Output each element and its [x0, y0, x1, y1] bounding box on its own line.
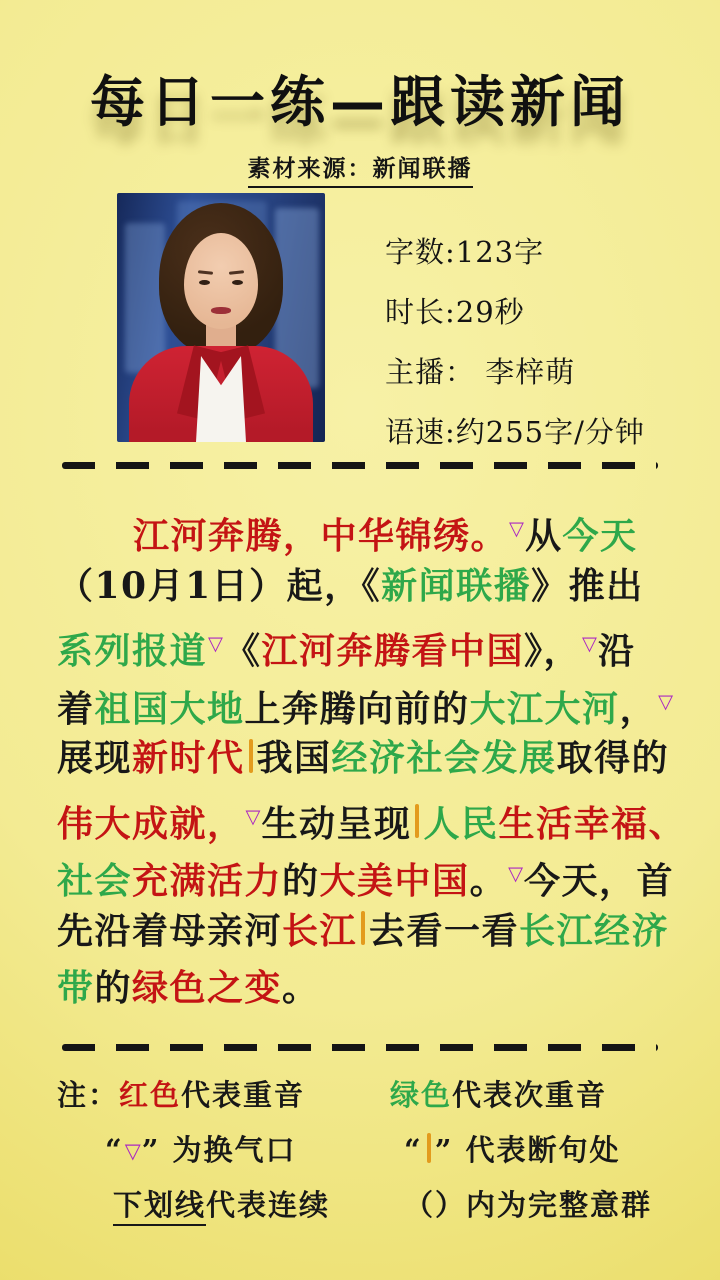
transcript-line	[57, 500, 677, 558]
anchor-brow	[229, 270, 244, 275]
info-item: 主播： 李梓萌	[385, 355, 576, 389]
transcript	[57, 500, 687, 1018]
transcript-segment: 我国	[256, 737, 332, 779]
transcript-segment: 今天，首	[524, 859, 675, 902]
source-label: 素材来源：新闻联播	[0, 150, 720, 183]
anchor-lips	[211, 307, 231, 314]
breath-mark-icon: ▽	[508, 862, 524, 885]
transcript-segment: 带	[57, 967, 95, 1009]
transcript-segment: 下划线	[113, 1188, 206, 1226]
info-item: 字数:123字	[385, 235, 545, 269]
legend-row	[57, 1123, 683, 1178]
transcript-segment: 的	[94, 967, 133, 1009]
transcript-segment: 生活幸福、	[498, 802, 687, 845]
info-item: 语速:约255字/分钟	[385, 415, 645, 449]
dashed-divider-top	[62, 462, 658, 469]
transcript-segment: 祖国大地	[94, 687, 245, 730]
transcript-segment: 。	[469, 859, 508, 902]
transcript-segment: 上奔腾向前的	[244, 687, 470, 730]
breath-mark-icon: ▽	[208, 632, 223, 655]
transcript-segment: 经济社会发展	[331, 737, 557, 779]
transcript-line	[57, 845, 677, 903]
transcript-segment: 新时代	[132, 737, 245, 779]
transcript-segment: 新闻联播	[381, 564, 532, 607]
legend-row	[57, 1178, 683, 1233]
transcript-segment: ，	[619, 687, 658, 730]
transcript-segment: 生动呈现	[261, 802, 412, 845]
transcript-segment: 。	[282, 967, 320, 1009]
page-title: 每日一练—跟读新闻	[89, 70, 630, 134]
transcript-segment: 社会	[57, 859, 133, 902]
transcript-segment: ” 代表断句处	[434, 1133, 621, 1167]
transcript-segment: （10月1日）起，《	[57, 564, 382, 607]
anchor-eye	[199, 280, 210, 285]
transcript-segment: 大江大河	[469, 687, 620, 730]
transcript-segment: 大美中国	[319, 859, 470, 902]
anchor-photo	[117, 193, 325, 442]
pause-bar-icon	[427, 1133, 431, 1163]
transcript-segment: 人民	[423, 802, 499, 845]
transcript-line	[57, 903, 677, 961]
transcript-line	[57, 615, 677, 673]
transcript-segment: 展现	[57, 737, 133, 779]
transcript-segment: 伟大成就，	[57, 802, 245, 845]
transcript-segment: 取得的	[556, 737, 670, 779]
transcript-segment: 绿色之变	[132, 967, 283, 1009]
legend-row	[57, 1068, 683, 1123]
legend-cell	[390, 1178, 683, 1233]
transcript-segment: 《	[223, 629, 262, 672]
clip-info-list	[385, 222, 685, 462]
breath-mark-icon: ▽	[582, 632, 597, 655]
transcript-line	[57, 730, 677, 788]
breath-mark-icon: ▽	[124, 1138, 141, 1164]
transcript-segment: 》，	[524, 629, 582, 672]
pause-bar-icon	[249, 739, 253, 773]
transcript-segment: ” 为换气口	[141, 1133, 297, 1167]
legend-cell	[57, 1068, 390, 1123]
legend-notes	[57, 1068, 683, 1233]
transcript-segment: 长江经济	[519, 909, 670, 952]
transcript-segment: （）内为完整意群	[404, 1188, 653, 1222]
pause-bar-icon	[361, 911, 365, 945]
transcript-segment: 着	[57, 687, 95, 730]
dashed-divider-bottom	[62, 1044, 658, 1051]
transcript-segment: 江河奔腾看中国	[261, 629, 524, 672]
legend-cell	[390, 1068, 683, 1123]
transcript-segment: 绿色	[390, 1078, 453, 1112]
transcript-line	[57, 960, 677, 1018]
breath-mark-icon: ▽	[245, 804, 261, 828]
transcript-segment: 充满活力	[132, 859, 283, 902]
transcript-segment: 先沿着母亲河	[57, 909, 283, 952]
transcript-segment: 注：	[57, 1078, 120, 1112]
transcript-line	[57, 788, 687, 846]
transcript-segment: 系列报道	[57, 629, 208, 672]
transcript-segment: 去看一看	[369, 909, 520, 952]
info-item: 时长:29秒	[385, 295, 525, 329]
pause-bar-icon	[415, 804, 419, 838]
breath-mark-icon: ▽	[509, 517, 524, 540]
transcript-line	[57, 673, 677, 731]
transcript-segment: 今天	[562, 514, 638, 557]
transcript-segment: 代表重音	[181, 1078, 306, 1112]
legend-cell	[390, 1123, 683, 1178]
transcript-segment: 》推出	[531, 564, 644, 607]
transcript-segment: 代表连续	[206, 1188, 331, 1222]
transcript-segment: 的	[282, 859, 320, 902]
transcript-segment: 江河奔腾，中华锦绣。	[133, 514, 509, 557]
anchor-brow	[198, 270, 213, 275]
transcript-segment: “	[105, 1133, 124, 1167]
legend-cell	[57, 1123, 390, 1178]
transcript-line	[57, 558, 677, 616]
anchor-eye	[232, 280, 243, 285]
anchor-face	[184, 233, 258, 329]
transcript-segment: 从	[524, 514, 563, 557]
breath-mark-icon: ▽	[658, 689, 674, 713]
transcript-segment: 沿	[597, 629, 636, 672]
transcript-segment: 红色	[119, 1078, 182, 1112]
legend-cell	[57, 1178, 390, 1233]
transcript-segment: “	[404, 1133, 423, 1167]
transcript-segment: 长江	[282, 909, 358, 952]
transcript-segment: 代表次重音	[452, 1078, 608, 1112]
